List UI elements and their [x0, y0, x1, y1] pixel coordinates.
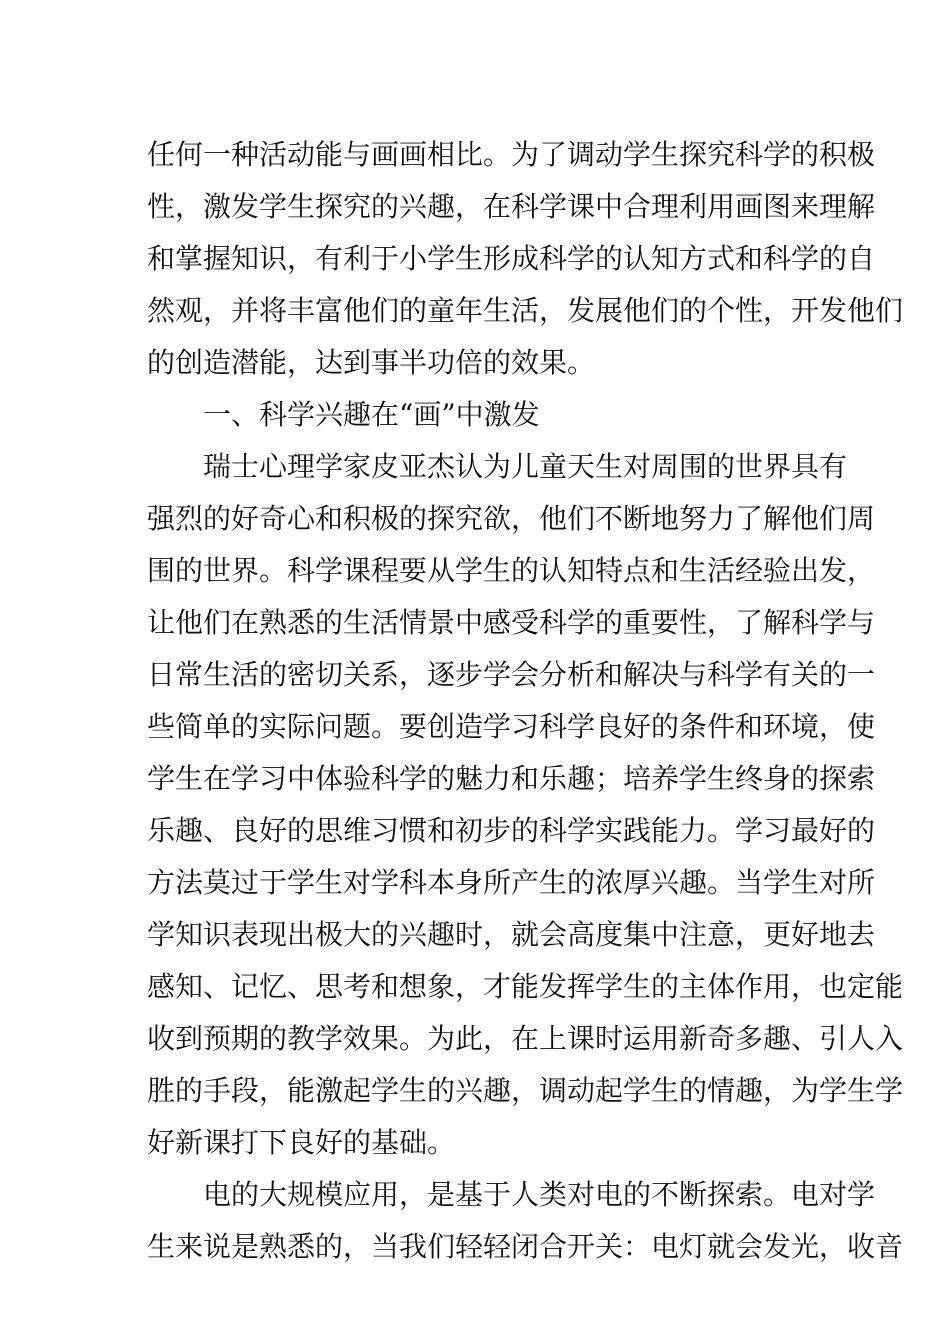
text-line: 电的大规模应用，是基于人类对电的不断探索。电对学 [203, 1178, 876, 1211]
text-line: 生来说是熟悉的，当我们轻轻闭合开关：电灯就会发光，收音 [147, 1230, 904, 1263]
text-line: 和掌握知识，有利于小学生形成科学的认知方式和科学的自 [147, 242, 876, 275]
text-line: 强烈的好奇心和积极的探究欲，他们不断地努力了解他们周 [147, 502, 876, 535]
text-line: 围的世界。科学课程要从学生的认知特点和生活经验出发， [147, 554, 876, 587]
text-line: 胜的手段，能激起学生的兴趣，调动起学生的情趣，为学生学 [147, 1074, 904, 1107]
text-line: 收到预期的教学效果。为此，在上课时运用新奇多趣、引人入 [147, 1022, 904, 1055]
text-line: 一、科学兴趣在“画”中激发 [203, 398, 540, 431]
text-line: 任何一种活动能与画画相比。为了调动学生探究科学的积极 [147, 138, 876, 171]
text-line: 乐趣、良好的思维习惯和初步的科学实践能力。学习最好的 [147, 814, 876, 847]
text-line: 的创造潜能，达到事半功倍的效果。 [147, 346, 596, 379]
text-line: 学生在学习中体验科学的魅力和乐趣；培养学生终身的探索 [147, 762, 876, 795]
section-heading [147, 389, 807, 441]
text-line: 好新课打下良好的基础。 [147, 1126, 456, 1159]
paragraph [147, 441, 904, 1169]
document-body [147, 129, 904, 1273]
text-line: 学知识表现出极大的兴趣时，就会高度集中注意，更好地去 [147, 918, 876, 951]
text-line: 些简单的实际问题。要创造学习科学良好的条件和环境，使 [147, 710, 876, 743]
text-line: 让他们在熟悉的生活情景中感受科学的重要性，了解科学与 [147, 606, 876, 639]
text-line: 日常生活的密切关系，逐步学会分析和解决与科学有关的一 [147, 658, 876, 691]
text-line: 然观，并将丰富他们的童年生活，发展他们的个性，开发他们 [147, 294, 904, 327]
text-line: 性，激发学生探究的兴趣，在科学课中合理利用画图来理解 [147, 190, 876, 223]
text-line: 瑞士心理学家皮亚杰认为儿童天生对周围的世界具有 [203, 450, 848, 483]
paragraph [147, 1169, 904, 1273]
text-line: 方法莫过于学生对学科本身所产生的浓厚兴趣。当学生对所 [147, 866, 876, 899]
text-line: 感知、记忆、思考和想象，才能发挥学生的主体作用，也定能 [147, 970, 904, 1003]
paragraph [147, 129, 904, 389]
